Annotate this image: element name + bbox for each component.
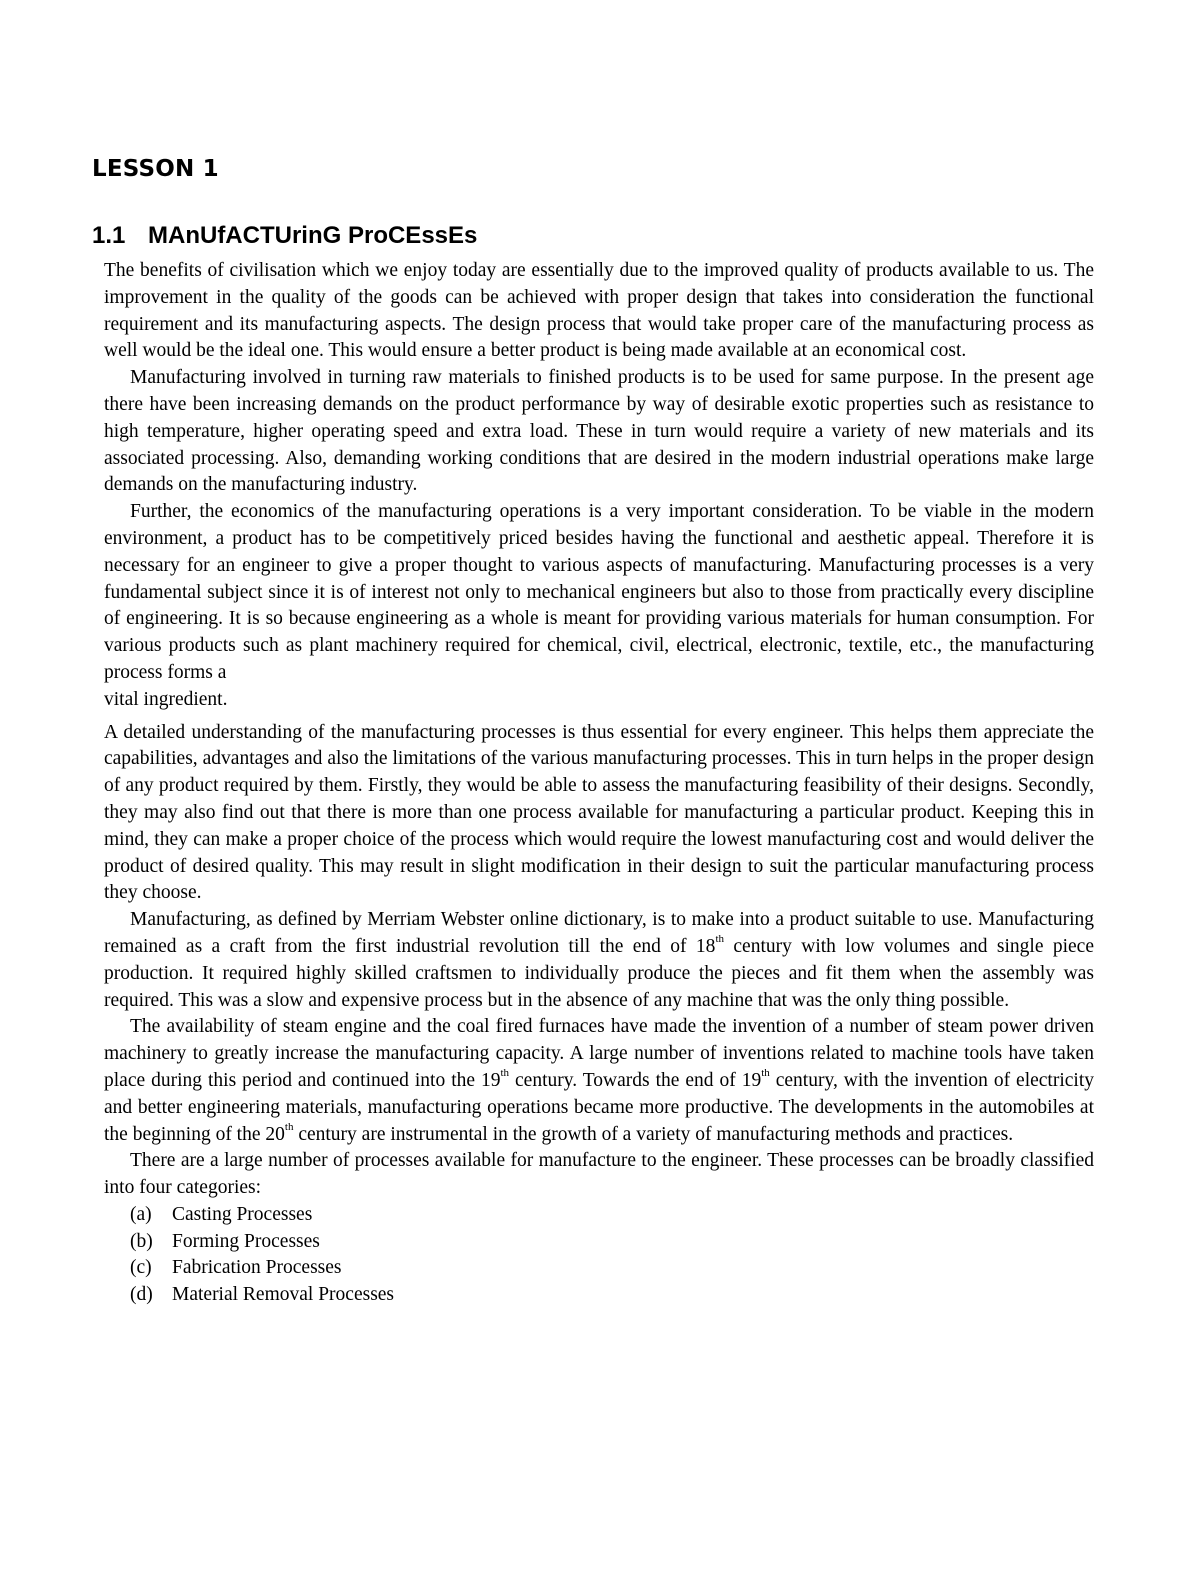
list-item-label: Forming Processes (172, 1230, 320, 1252)
list-marker: (d) (130, 1284, 153, 1306)
paragraph-raw-materials: Manufacturing involved in turning raw materials to finished products is to be used for same purpose. In the present age there have been increasing demands on the product performance by way of desirable exotic properties such as resistance to high temperature, higher operating speed and extra load. These in turn would require a variety of new materials and its associated processing. Also, demanding working conditions that are desired in the modern industrial operations make large demands on the manufacturing industry. (104, 367, 1094, 496)
ordinal-suffix: th (500, 1067, 510, 1080)
category-list (104, 1202, 1094, 1309)
paragraph-understanding: A detailed understanding of the manufacturing processes is thus essential for every engineer. This helps them appreciate the capabilities, advantages and also the limitations of the various manufacturing processes. This in turn helps in the proper design of any product required by them. Firstly, they would be able to assess the manufacturing feasibility of their designs. Secondly, they may also find out that there is more than one process available for manufacturing a particular product. Keeping this in mind, they can make a proper choice of the process which would require the lowest manufacturing cost and would deliver the product of desired quality. This may result in slight modification in their design to suit the particular manufacturing process they choose. (104, 721, 1094, 904)
body-text (104, 258, 1094, 1309)
list-item-label: Casting Processes (172, 1203, 313, 1225)
ordinal-suffix: th (715, 933, 724, 946)
paragraph-economics: Further, the economics of the manufacturing operations is a very important consideration. To be viable in the modern environment, a product has to be competitively priced besides having the functional and aesthetic appeal. Therefore it is necessary for an engineer to give a proper thought to various aspects of manufacturing. Manufacturing processes is a very fundamental subject since it is of interest not only to mechanical engineers but also to those from practically every discipline of engineering. It is so because engineering as a whole is meant for providing various materials for human consumption. For various products such as plant machinery required for chemical, civil, electrical, electronic, textile, etc., the manufacturing process forms a (104, 501, 1094, 683)
history-text-d: century are instrumental in the growth of a variety of manufacturing methods and practices. (293, 1123, 1014, 1145)
paragraph-categories-intro: There are a large number of processes available for manufacture to the engineer. These processes can be broadly classified into four categories: (104, 1150, 1094, 1199)
ordinal-suffix: th (284, 1121, 294, 1133)
list-marker: (a) (130, 1203, 152, 1225)
section-heading (92, 222, 477, 250)
paragraph-history (104, 1014, 1094, 1148)
paragraph-definition (104, 907, 1094, 1014)
list-marker: (c) (130, 1257, 152, 1279)
list-item (130, 1202, 1094, 1229)
list-marker: (b) (130, 1230, 153, 1252)
lesson-title: LESSON 1 (92, 156, 219, 182)
list-item-label: Fabrication Processes (172, 1257, 342, 1279)
history-text-a: The availability of steam engine and the coal fired furnaces have made the invention of a number of steam power driven machinery to greatly increase the manufacturing capacity. A large number of inventions related to machine tools have taken place during this period and continued into the 19 (104, 1016, 1094, 1091)
ordinal-suffix: th (761, 1067, 770, 1080)
definition-text-a: Manufacturing, as defined by Merriam Webster online dictionary, is to make into a product suitable to use. Manufacturing remained as a craft from the first industrial revolution till the end of 18 (104, 909, 1094, 957)
list-item (130, 1229, 1094, 1256)
paragraph-economics-tail: vital ingredient. (104, 688, 228, 710)
history-text-c: century, with the invention of electricity and better engineering materials, manufacturing operations became more productive. The developments in the automobiles at the beginning of the 20 (104, 1069, 1094, 1145)
list-item (130, 1282, 1094, 1309)
history-text-b: century. Towards the end of 19 (509, 1069, 762, 1091)
section-number: 1.1 (92, 222, 126, 249)
paragraph-intro: The benefits of civilisation which we enjoy today are essentially due to the improved quality of products available to us. The improvement in the quality of the goods can be achieved with proper design that takes into consideration the functional requirement and its manufacturing aspects. The design process that would take proper care of the manufacturing process as well would be the ideal one. This would ensure a better product is being made available at an economical cost. (104, 260, 1094, 362)
definition-text-b: century with low volumes and single piece production. It required highly skilled craftsmen to individually produce the pieces and fit them when the assembly was required. This was a slow and expensive process but in the absence of any machine that was the only thing possible. (104, 935, 1094, 1011)
list-item (130, 1255, 1094, 1282)
section-title: MAnUfACTUrinG ProCEssEs (148, 222, 478, 249)
list-item-label: Material Removal Processes (172, 1284, 395, 1306)
